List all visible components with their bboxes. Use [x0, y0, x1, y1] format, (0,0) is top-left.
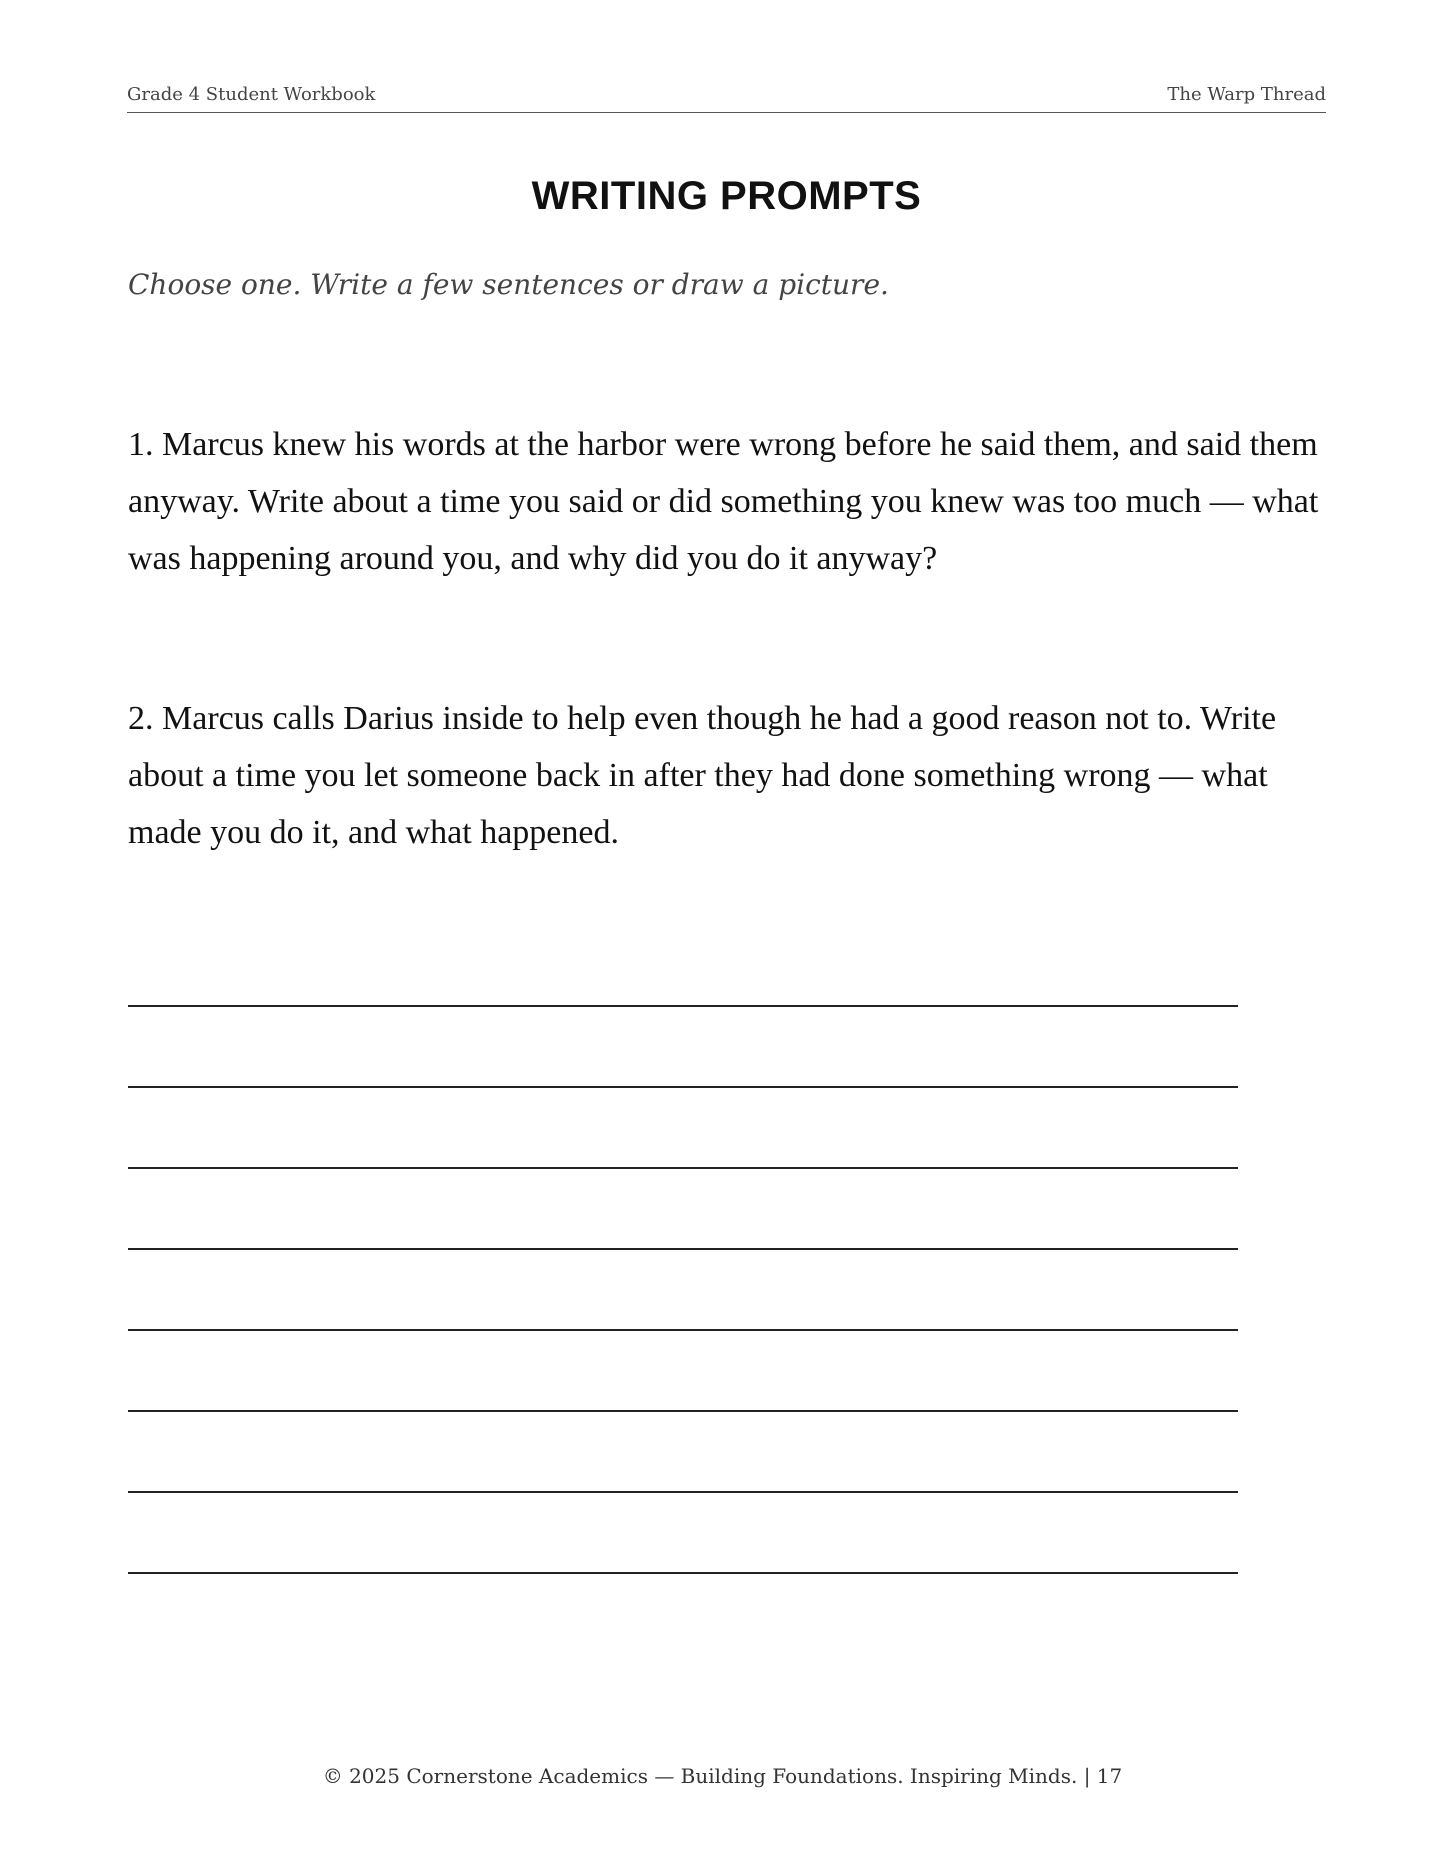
answer-line[interactable]	[128, 1491, 1238, 1493]
answer-line[interactable]	[128, 1086, 1238, 1088]
answer-lines	[128, 1005, 1238, 1653]
writing-prompt-1: 1. Marcus knew his words at the harbor were wrong before he said them, and said them anyway. Write about a time you said or did something you knew was too much — what was happening around you, and why did you do it anyway?	[128, 426, 1319, 577]
answer-line[interactable]	[128, 1410, 1238, 1412]
answer-line[interactable]	[128, 1572, 1238, 1574]
answer-line[interactable]	[128, 1248, 1238, 1250]
writing-prompt-2: 2. Marcus calls Darius inside to help even though he had a good reason not to. Write about a time you let someone back in after they had done something wrong — what made you do it, and what happened.	[128, 700, 1277, 851]
running-header	[127, 84, 1326, 113]
answer-line[interactable]	[128, 1005, 1238, 1007]
answer-line[interactable]	[128, 1167, 1238, 1169]
page-title: WRITING PROMPTS	[531, 174, 922, 218]
page-footer: © 2025 Cornerstone Academics — Building Foundations. Inspiring Minds. | 17	[322, 1764, 1123, 1788]
header-story-title: The Warp Thread	[1167, 84, 1326, 105]
instructions-text: Choose one. Write a few sentences or draw a picture.	[128, 268, 889, 301]
answer-line[interactable]	[128, 1329, 1238, 1331]
header-workbook-label: Grade 4 Student Workbook	[127, 84, 376, 105]
